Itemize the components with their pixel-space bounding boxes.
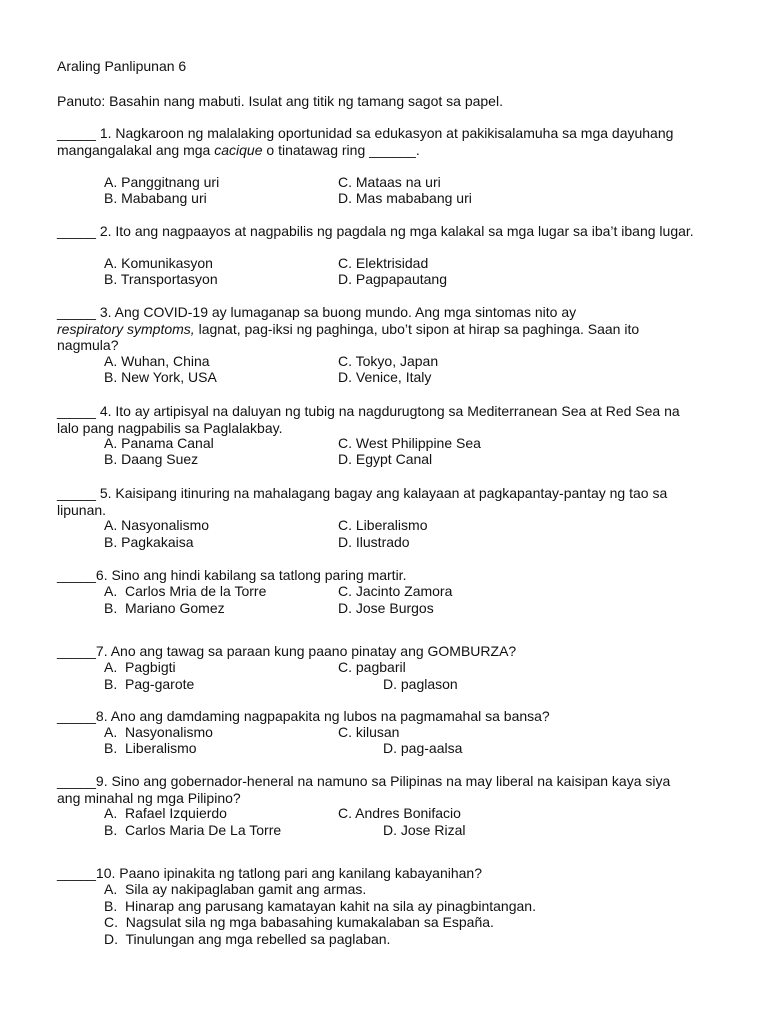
option-d: D. Venice, Italy <box>338 369 432 385</box>
option-b: B. Mariano Gomez <box>104 600 225 616</box>
option-d: D. Mas mababang uri <box>338 190 472 206</box>
question-stem: _____ 1. Nagkaroon ng malalaking oportunidad sa edukasyon at pakikisalamuha sa mga dayuhang mangangalakal ang mga cacique o tinatawag ring ______. <box>57 125 674 158</box>
option-a: A. Panama Canal <box>104 435 214 451</box>
option-c: C. pagbaril <box>338 659 406 675</box>
question-stem: _____7. Ano ang tawag sa paraan kung paano pinatay ang GOMBURZA? <box>57 643 517 659</box>
option-d: D. paglason <box>383 676 458 692</box>
option-a: A. Rafael Izquierdo <box>104 805 227 821</box>
option-d: D. Egypt Canal <box>338 451 433 467</box>
option-d: D. Tinulungan ang mga rebelled sa paglaban. <box>104 931 391 947</box>
question-9 <box>57 773 717 838</box>
option-c: C. Elektrisidad <box>338 255 429 271</box>
question-stem: _____10. Paano ipinakita ng tatlong pari ang kanilang kabayanihan? <box>57 865 483 881</box>
question-stem: _____8. Ano ang damdaming nagpapakita ng lubos na pagmamahal sa bansa? <box>57 708 550 724</box>
option-b: B. Mababang uri <box>104 190 207 206</box>
question-4 <box>57 403 717 467</box>
option-b: B. Hinarap ang parusang kamatayan kahit na sila ay pinagbintangan. <box>104 898 536 914</box>
question-6 <box>57 567 717 616</box>
option-c: C. West Philippine Sea <box>338 435 481 451</box>
option-d: D. Jose Burgos <box>338 600 434 616</box>
option-c: C. Andres Bonifacio <box>338 805 461 821</box>
option-c: C. Nagsulat sila ng mga babasahing kumakalaban sa España. <box>104 914 494 930</box>
option-b: B. Liberalismo <box>104 740 197 756</box>
question-2 <box>57 223 717 287</box>
option-b: B. Pagkakaisa <box>104 534 194 550</box>
question-3 <box>57 304 717 385</box>
option-b: B. Transportasyon <box>104 271 218 287</box>
option-a: A. Pagbigti <box>104 659 176 675</box>
question-5 <box>57 485 717 550</box>
option-b: B. Carlos Maria De La Torre <box>104 822 282 838</box>
option-a: A. Nasyonalismo <box>104 517 210 533</box>
question-stem: _____6. Sino ang hindi kabilang sa tatlong paring martir. <box>57 567 407 583</box>
option-a: A. Wuhan, China <box>104 353 210 369</box>
option-d: D. Pagpapautang <box>338 271 447 287</box>
option-a: A. Sila ay nakipaglaban gamit ang armas. <box>104 881 367 897</box>
option-a: A. Komunikasyon <box>104 255 213 271</box>
option-c: C. Liberalismo <box>338 517 428 533</box>
instructions: Panuto: Basahin nang mabuti. Isulat ang titik ng tamang sagot sa papel. <box>57 93 503 109</box>
option-a: A. Carlos Mria de la Torre <box>104 583 267 599</box>
option-c: C. Mataas na uri <box>338 174 441 190</box>
option-b: B. New York, USA <box>104 369 217 385</box>
option-b: B. Daang Suez <box>104 451 199 467</box>
question-stem-line-2: respiratory symptoms, lagnat, pag-iksi ng paghinga, ubo’t sipon at hirap sa paghinga. Saan ito nagmula? <box>57 320 640 353</box>
option-a: A. Nasyonalismo <box>104 724 213 740</box>
question-7 <box>57 643 717 692</box>
question-stem: _____ 2. Ito ang nagpaayos at nagpabilis ng pagdala ng mga kalakal sa mga lugar sa iba’t ibang lugar. <box>57 223 694 239</box>
option-c: C. Jacinto Zamora <box>338 583 453 599</box>
option-a: A. Panggitnang uri <box>104 174 220 190</box>
question-stem: _____ 5. Kaisipang itinuring na mahalagang bagay ang kalayaan at pagkapantay-pantay ng tao sa lipunan. <box>57 485 668 518</box>
question-stem: _____ 4. Ito ay artipisyal na daluyan ng tubig na nagdurugtong sa Mediterranean Sea at Red Sea na lalo pang nagpabilis sa Paglalakbay. <box>57 403 680 436</box>
option-d: D. Jose Rizal <box>383 822 466 838</box>
option-b: B. Pag-garote <box>104 676 195 692</box>
option-c: C. kilusan <box>338 724 400 740</box>
question-stem: _____9. Sino ang gobernador-heneral na namuno sa Pilipinas na may liberal na kaisipan kaya siya ang minahal ng mga Pilipino? <box>57 773 671 806</box>
question-10 <box>57 865 717 947</box>
question-stem-line-1: _____ 3. Ang COVID-19 ay lumaganap sa buong mundo. Ang mga sintomas nito ay <box>57 304 577 320</box>
option-d: D. pag-aalsa <box>383 740 463 756</box>
option-c: C. Tokyo, Japan <box>338 353 439 369</box>
question-8 <box>57 708 717 756</box>
question-1 <box>57 125 717 206</box>
option-d: D. Ilustrado <box>338 534 410 550</box>
page-title: Araling Panlipunan 6 <box>57 58 187 74</box>
